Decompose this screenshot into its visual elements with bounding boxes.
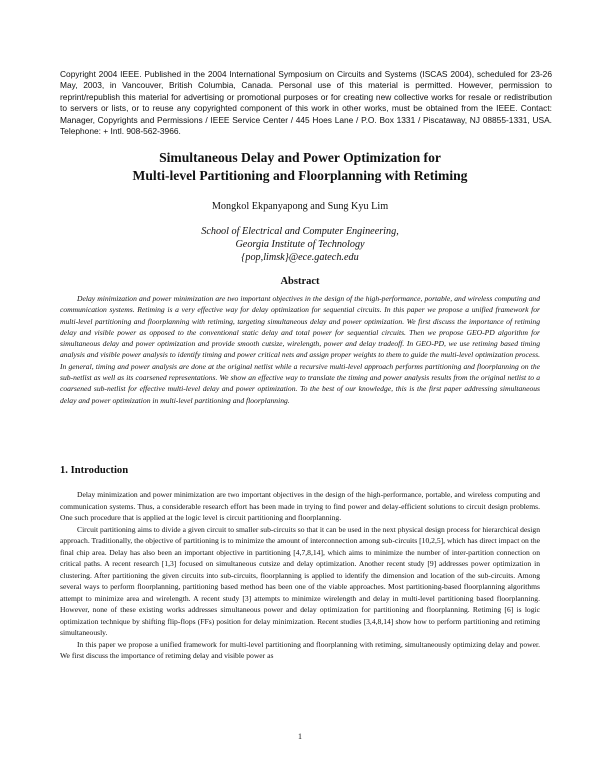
affiliation-school: School of Electrical and Computer Engineering, — [201, 226, 399, 237]
section-heading-introduction: 1. Introduction — [60, 465, 129, 476]
affiliation — [60, 225, 540, 264]
title-line-2: Multi-level Partitioning and Floorplanning with Retiming — [132, 168, 468, 183]
title-line-1: Simultaneous Delay and Power Optimization for — [159, 150, 441, 165]
intro-paragraph: In this paper we propose a unified framework for multi-level partitioning and floorplanning with retiming, simultaneously optimizing delay and power. We first discuss the importance of retiming delay and visible power as — [60, 639, 540, 660]
affiliation-institute: Georgia Institute of Technology — [235, 239, 365, 250]
page-number: 1 — [298, 732, 302, 741]
author-list: Mongkol Ekpanyapong and Sung Kyu Lim — [211, 201, 389, 212]
abstract-heading: Abstract — [280, 276, 320, 287]
abstract-text: Delay minimization and power minimization are two important objectives in the design of the high-performance, portable, and wireless computing and communication systems. Retiming is a very effective way for delay optimization for sequential circuits. In this paper we propose a unified framework for multi-level partitioning and floorplanning with retiming, targeting simultaneous delay and power optimization. We first discuss the importance of retiming delay and visible power as opposed to the conventional static delay and total power for sequential circuits. Then we propose GEO-PD algorithm for simultaneous delay and power optimization and provide smooth cutsize, wirelength, power and delay tradeoff. In GEO-PD, we use retiming based timing analysis and visible power analysis to identify timing and power critical nets and assign proper weights to them to guide the multi-level optimization process. In general, timing and power analysis are done at the original netlist while a recursive multi-level approach performs partitioning and floorplanning on the sub-netlist as well as its coarsened representations. We show an effective way to translate the timing and power analysis results from the original netlist to a coarsened sub-netlist for effective multi-level delay and power optimization. To the best of our knowledge, this is the first paper addressing simultaneous delay and power optimization in multi-level partitioning and floorplanning. — [60, 294, 540, 405]
paper-title — [60, 149, 540, 185]
intro-paragraph: Delay minimization and power minimization are two important objectives in the design of the high-performance, portable, and wireless computing and communication systems. Thus, a considerable research effort has been made in trying to find power and delay-efficient solutions to circuit design problems. One such procedure that is applied at the logic level is circuit partitioning and floorplanning. — [60, 490, 540, 522]
intro-paragraph: Circuit partitioning aims to divide a given circuit to smaller sub-circuits so that it can be used in the next physical design process for hierarchical design approach. Traditionally, the objective of partitioning is to minimize the amount of interconnection among sub-circuits [10,2,5], which has direct impact on the final chip area. Delay has also been an important objective in partitioning [4,7,8,14], which aims to minimize the number of inter-partition connection on critical paths. A recent research [1,3] focused on simultaneous cutsize and delay optimization. Another recent study [9] addresses power optimization in clustering. After partitioning the given circuits into sub-circuits, floorplanning is applied to identify the dimension and location of the sub-circuits. Among several ways to perform floorplanning, partitioning based method has been one of the viable approaches. Most partitioning-based floorplanning algorithms attempt to minimize area and wirelength. A recent study [3] attempts to minimize wirelength and delay in multi-level partitioning based floorplanning. However, none of these existing works addresses simultaneous power and delay optimization for partitioning and floorplanning. Retiming [6] is logic optimization technique by shifting flip-flops (FFs) position for delay minimization. Recent studies [3,4,8,14] show how to perform partitioning and retiming simultaneously. — [60, 524, 540, 637]
copyright-notice: Copyright 2004 IEEE. Published in the 2004 International Symposium on Circuits and Systems (ISCAS 2004), scheduled for 23-26 May, 2003, in Vancouver, British Columbia, Canada. Personal use of this material is permitted. However, permission to reprint/republish this material for advertising or promotional purposes or for creating new collective works for resale or redistribution to servers or lists, or to reuse any copyrighted component of this work in other works, must be obtained from the IEEE. Contact: Manager, Copyrights and Permissions / IEEE Service Center / 445 Hoes Lane / P.O. Box 1331 / Piscataway, NJ 08855-1331, USA. Telephone: + Intl. 908-562-3966. — [60, 69, 552, 137]
introduction-body — [60, 489, 540, 662]
author-email: {pop,limsk}@ece.gatech.edu — [241, 252, 359, 263]
